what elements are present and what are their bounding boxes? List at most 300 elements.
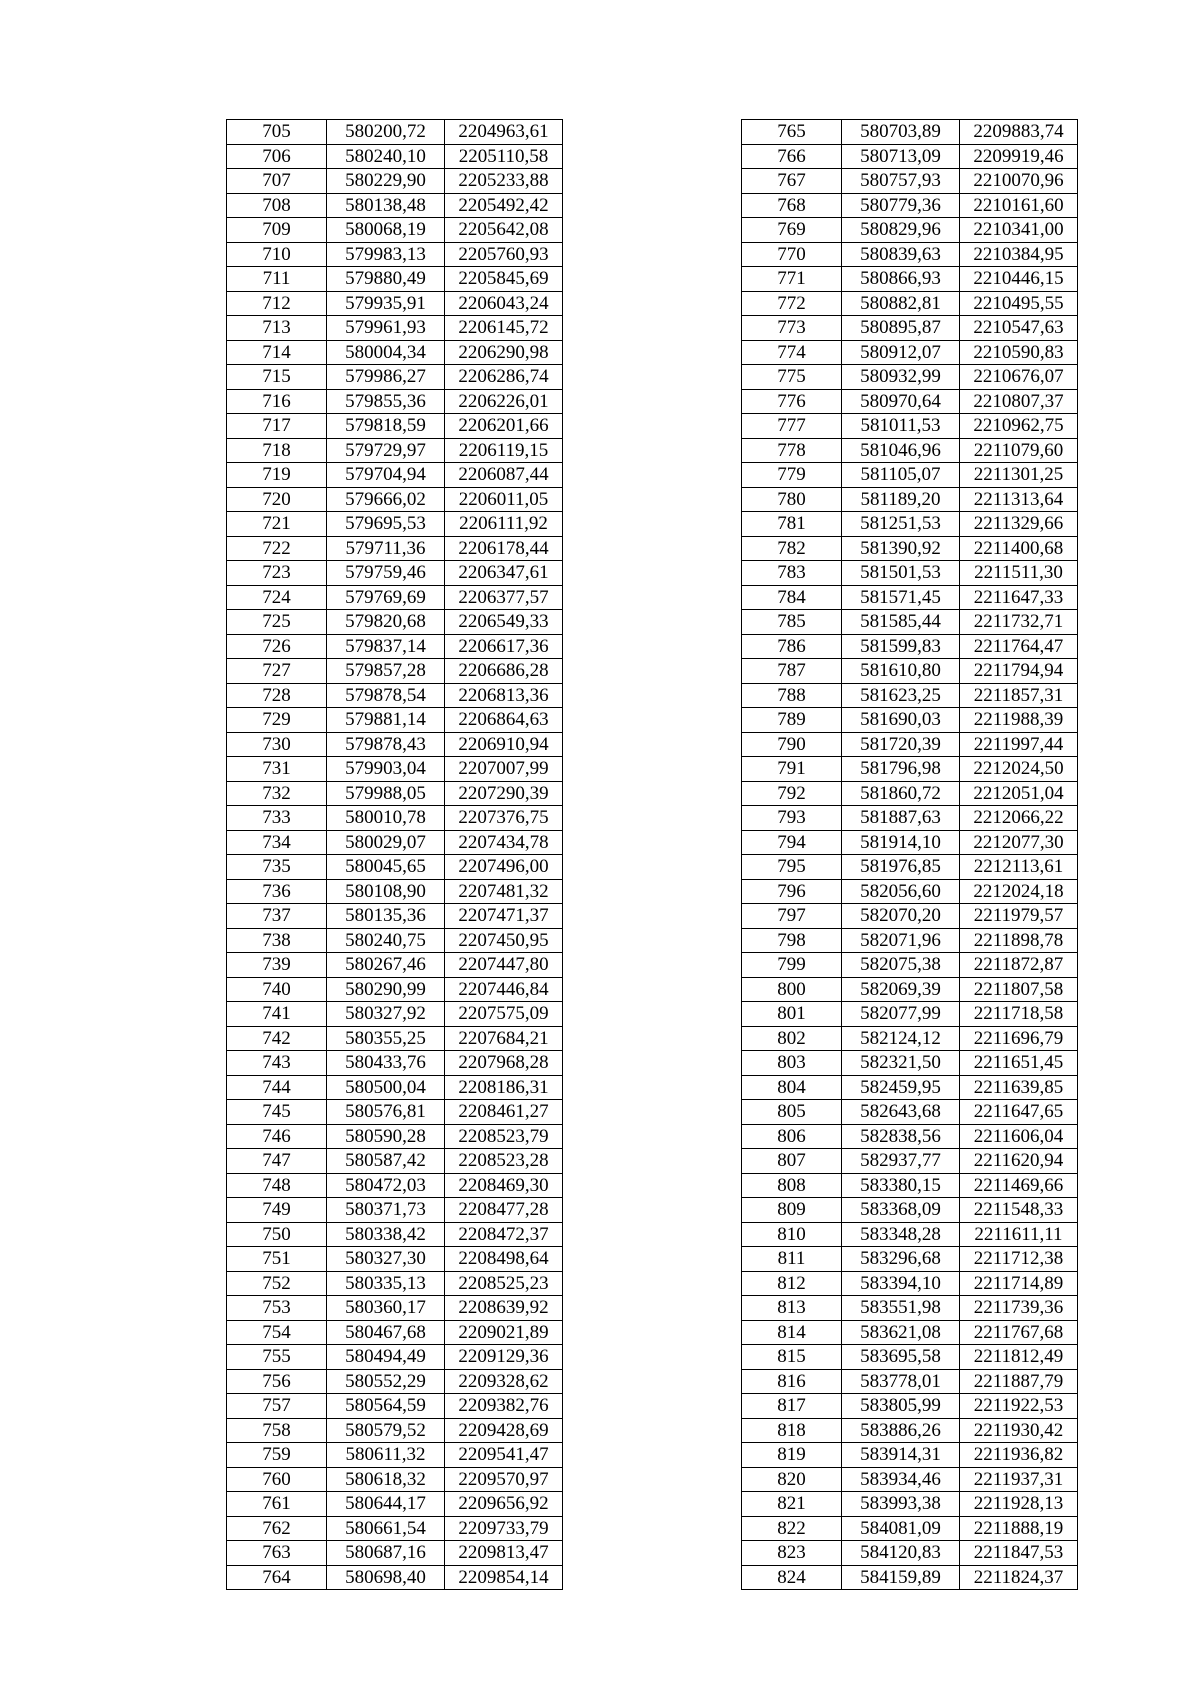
table-row [227, 1149, 563, 1174]
table-row [227, 855, 563, 880]
table-row [742, 879, 1078, 904]
x-coordinate-cell: 581976,85 [842, 855, 960, 880]
point-number-cell: 798 [742, 928, 842, 953]
table-row [742, 1002, 1078, 1027]
table-row [742, 659, 1078, 684]
table-row [227, 316, 563, 341]
x-coordinate-cell: 580587,42 [327, 1149, 445, 1174]
point-number-cell: 803 [742, 1051, 842, 1076]
table-row [742, 1124, 1078, 1149]
point-number-cell: 815 [742, 1345, 842, 1370]
y-coordinate-cell: 2211847,53 [960, 1541, 1078, 1566]
x-coordinate-cell: 580552,29 [327, 1369, 445, 1394]
x-coordinate-cell: 580335,13 [327, 1271, 445, 1296]
x-coordinate-cell: 581690,03 [842, 708, 960, 733]
point-number-cell: 788 [742, 683, 842, 708]
point-number-cell: 706 [227, 144, 327, 169]
point-number-cell: 801 [742, 1002, 842, 1027]
x-coordinate-cell: 582937,77 [842, 1149, 960, 1174]
y-coordinate-cell: 2210547,63 [960, 316, 1078, 341]
x-coordinate-cell: 581887,63 [842, 806, 960, 831]
table-row [227, 463, 563, 488]
y-coordinate-cell: 2211301,25 [960, 463, 1078, 488]
table-row [742, 120, 1078, 145]
x-coordinate-cell: 582838,56 [842, 1124, 960, 1149]
table-row [227, 1296, 563, 1321]
y-coordinate-cell: 2208186,31 [445, 1075, 563, 1100]
table-row [742, 1247, 1078, 1272]
x-coordinate-cell: 582077,99 [842, 1002, 960, 1027]
point-number-cell: 737 [227, 904, 327, 929]
point-number-cell: 797 [742, 904, 842, 929]
y-coordinate-cell: 2206011,05 [445, 487, 563, 512]
table-row [227, 1443, 563, 1468]
table-row [227, 1222, 563, 1247]
point-number-cell: 786 [742, 634, 842, 659]
table-row [227, 193, 563, 218]
table-row [742, 1467, 1078, 1492]
table-row [227, 1002, 563, 1027]
point-number-cell: 771 [742, 267, 842, 292]
x-coordinate-cell: 579759,46 [327, 561, 445, 586]
point-number-cell: 799 [742, 953, 842, 978]
point-number-cell: 735 [227, 855, 327, 880]
x-coordinate-cell: 580839,63 [842, 242, 960, 267]
y-coordinate-cell: 2211888,19 [960, 1516, 1078, 1541]
table-row [227, 1394, 563, 1419]
x-coordinate-cell: 580564,59 [327, 1394, 445, 1419]
table-row [742, 1296, 1078, 1321]
table-row [742, 732, 1078, 757]
x-coordinate-cell: 580779,36 [842, 193, 960, 218]
point-number-cell: 738 [227, 928, 327, 953]
x-coordinate-cell: 580338,42 [327, 1222, 445, 1247]
y-coordinate-cell: 2211997,44 [960, 732, 1078, 757]
x-coordinate-cell: 579878,43 [327, 732, 445, 757]
point-number-cell: 751 [227, 1247, 327, 1272]
table-row [227, 218, 563, 243]
table-row [742, 1320, 1078, 1345]
x-coordinate-cell: 582459,95 [842, 1075, 960, 1100]
y-coordinate-cell: 2207007,99 [445, 757, 563, 782]
y-coordinate-cell: 2206290,98 [445, 340, 563, 365]
point-number-cell: 741 [227, 1002, 327, 1027]
x-coordinate-cell: 583348,28 [842, 1222, 960, 1247]
table-row [742, 169, 1078, 194]
y-coordinate-cell: 2207481,32 [445, 879, 563, 904]
y-coordinate-cell: 2211936,82 [960, 1443, 1078, 1468]
point-number-cell: 764 [227, 1565, 327, 1590]
point-number-cell: 759 [227, 1443, 327, 1468]
table-row [742, 267, 1078, 292]
point-number-cell: 726 [227, 634, 327, 659]
x-coordinate-cell: 579711,36 [327, 536, 445, 561]
y-coordinate-cell: 2209541,47 [445, 1443, 563, 1468]
table-row [227, 1492, 563, 1517]
point-number-cell: 729 [227, 708, 327, 733]
y-coordinate-cell: 2207684,21 [445, 1026, 563, 1051]
table-row [227, 757, 563, 782]
x-coordinate-cell: 580108,90 [327, 879, 445, 904]
table-row [742, 1492, 1078, 1517]
x-coordinate-cell: 583993,38 [842, 1492, 960, 1517]
y-coordinate-cell: 2209919,46 [960, 144, 1078, 169]
point-number-cell: 778 [742, 438, 842, 463]
y-coordinate-cell: 2209428,69 [445, 1418, 563, 1443]
table-row [742, 1541, 1078, 1566]
y-coordinate-cell: 2208639,92 [445, 1296, 563, 1321]
y-coordinate-cell: 2211922,53 [960, 1394, 1078, 1419]
x-coordinate-cell: 583805,99 [842, 1394, 960, 1419]
y-coordinate-cell: 2205760,93 [445, 242, 563, 267]
x-coordinate-cell: 581599,83 [842, 634, 960, 659]
table-row [742, 1198, 1078, 1223]
point-number-cell: 785 [742, 610, 842, 635]
point-number-cell: 807 [742, 1149, 842, 1174]
y-coordinate-cell: 2212066,22 [960, 806, 1078, 831]
x-coordinate-cell: 583368,09 [842, 1198, 960, 1223]
point-number-cell: 820 [742, 1467, 842, 1492]
y-coordinate-cell: 2210676,07 [960, 365, 1078, 390]
table-row [742, 242, 1078, 267]
y-coordinate-cell: 2211767,68 [960, 1320, 1078, 1345]
y-coordinate-cell: 2210341,00 [960, 218, 1078, 243]
x-coordinate-cell: 582124,12 [842, 1026, 960, 1051]
point-number-cell: 749 [227, 1198, 327, 1223]
x-coordinate-cell: 580932,99 [842, 365, 960, 390]
y-coordinate-cell: 2209382,76 [445, 1394, 563, 1419]
table-row [227, 977, 563, 1002]
table-row [227, 879, 563, 904]
y-coordinate-cell: 2205110,58 [445, 144, 563, 169]
table-row [227, 1198, 563, 1223]
point-number-cell: 708 [227, 193, 327, 218]
point-number-cell: 784 [742, 585, 842, 610]
point-number-cell: 790 [742, 732, 842, 757]
x-coordinate-cell: 579903,04 [327, 757, 445, 782]
point-number-cell: 746 [227, 1124, 327, 1149]
table-row [742, 144, 1078, 169]
x-coordinate-cell: 580590,28 [327, 1124, 445, 1149]
point-number-cell: 727 [227, 659, 327, 684]
y-coordinate-cell: 2206813,36 [445, 683, 563, 708]
table-row [742, 487, 1078, 512]
point-number-cell: 793 [742, 806, 842, 831]
y-coordinate-cell: 2206043,24 [445, 291, 563, 316]
x-coordinate-cell: 580229,90 [327, 169, 445, 194]
y-coordinate-cell: 2211764,47 [960, 634, 1078, 659]
y-coordinate-cell: 2207496,00 [445, 855, 563, 880]
point-number-cell: 802 [742, 1026, 842, 1051]
y-coordinate-cell: 2209854,14 [445, 1565, 563, 1590]
y-coordinate-cell: 2207471,37 [445, 904, 563, 929]
x-coordinate-cell: 580829,96 [842, 218, 960, 243]
x-coordinate-cell: 581105,07 [842, 463, 960, 488]
table-row [742, 610, 1078, 635]
x-coordinate-cell: 580757,93 [842, 169, 960, 194]
point-number-cell: 758 [227, 1418, 327, 1443]
table-row [742, 806, 1078, 831]
table-row [227, 487, 563, 512]
x-coordinate-cell: 580240,75 [327, 928, 445, 953]
table-row [227, 120, 563, 145]
x-coordinate-cell: 579880,49 [327, 267, 445, 292]
x-coordinate-cell: 580661,54 [327, 1516, 445, 1541]
table-row [227, 512, 563, 537]
table-row [742, 928, 1078, 953]
point-number-cell: 772 [742, 291, 842, 316]
x-coordinate-cell: 581251,53 [842, 512, 960, 537]
y-coordinate-cell: 2211647,33 [960, 585, 1078, 610]
table-row [742, 561, 1078, 586]
y-coordinate-cell: 2205233,88 [445, 169, 563, 194]
y-coordinate-cell: 2209328,62 [445, 1369, 563, 1394]
point-number-cell: 718 [227, 438, 327, 463]
y-coordinate-cell: 2205492,42 [445, 193, 563, 218]
table-row [742, 1345, 1078, 1370]
point-number-cell: 806 [742, 1124, 842, 1149]
y-coordinate-cell: 2211718,58 [960, 1002, 1078, 1027]
x-coordinate-cell: 580494,49 [327, 1345, 445, 1370]
table-row [742, 1051, 1078, 1076]
point-number-cell: 800 [742, 977, 842, 1002]
y-coordinate-cell: 2206347,61 [445, 561, 563, 586]
x-coordinate-cell: 582056,60 [842, 879, 960, 904]
point-number-cell: 792 [742, 781, 842, 806]
x-coordinate-cell: 580240,10 [327, 144, 445, 169]
table-row [227, 1075, 563, 1100]
x-coordinate-cell: 580327,92 [327, 1002, 445, 1027]
x-coordinate-cell: 579695,53 [327, 512, 445, 537]
y-coordinate-cell: 2208472,37 [445, 1222, 563, 1247]
x-coordinate-cell: 583394,10 [842, 1271, 960, 1296]
x-coordinate-cell: 579988,05 [327, 781, 445, 806]
x-coordinate-cell: 579961,93 [327, 316, 445, 341]
point-number-cell: 783 [742, 561, 842, 586]
table-row [227, 1026, 563, 1051]
point-number-cell: 762 [227, 1516, 327, 1541]
x-coordinate-cell: 580355,25 [327, 1026, 445, 1051]
y-coordinate-cell: 2212077,30 [960, 830, 1078, 855]
table-row [227, 806, 563, 831]
x-coordinate-cell: 579878,54 [327, 683, 445, 708]
point-number-cell: 742 [227, 1026, 327, 1051]
y-coordinate-cell: 2206201,66 [445, 414, 563, 439]
point-number-cell: 711 [227, 267, 327, 292]
point-number-cell: 753 [227, 1296, 327, 1321]
x-coordinate-cell: 580687,16 [327, 1541, 445, 1566]
y-coordinate-cell: 2210384,95 [960, 242, 1078, 267]
point-number-cell: 748 [227, 1173, 327, 1198]
table-row [227, 438, 563, 463]
point-number-cell: 814 [742, 1320, 842, 1345]
point-number-cell: 733 [227, 806, 327, 831]
table-row [227, 732, 563, 757]
x-coordinate-cell: 584120,83 [842, 1541, 960, 1566]
x-coordinate-cell: 579986,27 [327, 365, 445, 390]
y-coordinate-cell: 2206226,01 [445, 389, 563, 414]
table-row [742, 1026, 1078, 1051]
x-coordinate-cell: 579983,13 [327, 242, 445, 267]
y-coordinate-cell: 2211794,94 [960, 659, 1078, 684]
y-coordinate-cell: 2211548,33 [960, 1198, 1078, 1223]
y-coordinate-cell: 2211400,68 [960, 536, 1078, 561]
x-coordinate-cell: 583914,31 [842, 1443, 960, 1468]
table-row [227, 1320, 563, 1345]
point-number-cell: 766 [742, 144, 842, 169]
table-row [742, 855, 1078, 880]
table-row [742, 389, 1078, 414]
x-coordinate-cell: 579818,59 [327, 414, 445, 439]
point-number-cell: 714 [227, 340, 327, 365]
point-number-cell: 732 [227, 781, 327, 806]
point-number-cell: 796 [742, 879, 842, 904]
y-coordinate-cell: 2210495,55 [960, 291, 1078, 316]
point-number-cell: 713 [227, 316, 327, 341]
point-number-cell: 725 [227, 610, 327, 635]
x-coordinate-cell: 583551,98 [842, 1296, 960, 1321]
x-coordinate-cell: 582643,68 [842, 1100, 960, 1125]
y-coordinate-cell: 2211732,71 [960, 610, 1078, 635]
x-coordinate-cell: 581610,80 [842, 659, 960, 684]
point-number-cell: 739 [227, 953, 327, 978]
table-row [742, 316, 1078, 341]
point-number-cell: 811 [742, 1247, 842, 1272]
point-number-cell: 812 [742, 1271, 842, 1296]
table-row [227, 144, 563, 169]
table-row [742, 1516, 1078, 1541]
x-coordinate-cell: 580010,78 [327, 806, 445, 831]
y-coordinate-cell: 2207376,75 [445, 806, 563, 831]
y-coordinate-cell: 2210070,96 [960, 169, 1078, 194]
point-number-cell: 780 [742, 487, 842, 512]
table-row [227, 536, 563, 561]
x-coordinate-cell: 580138,48 [327, 193, 445, 218]
point-number-cell: 717 [227, 414, 327, 439]
table-row [227, 708, 563, 733]
table-row [742, 1100, 1078, 1125]
table-row [742, 414, 1078, 439]
table-row [227, 928, 563, 953]
point-number-cell: 707 [227, 169, 327, 194]
y-coordinate-cell: 2211712,38 [960, 1247, 1078, 1272]
x-coordinate-cell: 583695,58 [842, 1345, 960, 1370]
x-coordinate-cell: 579935,91 [327, 291, 445, 316]
point-number-cell: 755 [227, 1345, 327, 1370]
point-number-cell: 724 [227, 585, 327, 610]
table-row [742, 438, 1078, 463]
y-coordinate-cell: 2211329,66 [960, 512, 1078, 537]
table-row [742, 536, 1078, 561]
x-coordinate-cell: 582070,20 [842, 904, 960, 929]
table-row [742, 634, 1078, 659]
y-coordinate-cell: 2204963,61 [445, 120, 563, 145]
x-coordinate-cell: 580360,17 [327, 1296, 445, 1321]
table-row [742, 1369, 1078, 1394]
y-coordinate-cell: 2209656,92 [445, 1492, 563, 1517]
y-coordinate-cell: 2208523,79 [445, 1124, 563, 1149]
x-coordinate-cell: 582071,96 [842, 928, 960, 953]
y-coordinate-cell: 2206549,33 [445, 610, 563, 635]
point-number-cell: 769 [742, 218, 842, 243]
y-coordinate-cell: 2211611,11 [960, 1222, 1078, 1247]
table-row [227, 830, 563, 855]
point-number-cell: 760 [227, 1467, 327, 1492]
x-coordinate-cell: 581585,44 [842, 610, 960, 635]
x-coordinate-cell: 580135,36 [327, 904, 445, 929]
point-number-cell: 722 [227, 536, 327, 561]
point-number-cell: 795 [742, 855, 842, 880]
y-coordinate-cell: 2209733,79 [445, 1516, 563, 1541]
x-coordinate-cell: 581390,92 [842, 536, 960, 561]
y-coordinate-cell: 2211824,37 [960, 1565, 1078, 1590]
y-coordinate-cell: 2210962,75 [960, 414, 1078, 439]
point-number-cell: 757 [227, 1394, 327, 1419]
y-coordinate-cell: 2206686,28 [445, 659, 563, 684]
x-coordinate-cell: 580970,64 [842, 389, 960, 414]
table-row [227, 610, 563, 635]
table-row [742, 1222, 1078, 1247]
y-coordinate-cell: 2208523,28 [445, 1149, 563, 1174]
y-coordinate-cell: 2207968,28 [445, 1051, 563, 1076]
x-coordinate-cell: 580290,99 [327, 977, 445, 1002]
point-number-cell: 776 [742, 389, 842, 414]
x-coordinate-cell: 580611,32 [327, 1443, 445, 1468]
point-number-cell: 794 [742, 830, 842, 855]
point-number-cell: 821 [742, 1492, 842, 1517]
y-coordinate-cell: 2206286,74 [445, 365, 563, 390]
table-row [227, 1247, 563, 1272]
table-row [742, 757, 1078, 782]
y-coordinate-cell: 2211511,30 [960, 561, 1078, 586]
y-coordinate-cell: 2210446,15 [960, 267, 1078, 292]
table-row [742, 683, 1078, 708]
point-number-cell: 768 [742, 193, 842, 218]
x-coordinate-cell: 579837,14 [327, 634, 445, 659]
point-number-cell: 787 [742, 659, 842, 684]
y-coordinate-cell: 2211857,31 [960, 683, 1078, 708]
y-coordinate-cell: 2206617,36 [445, 634, 563, 659]
table-row [742, 340, 1078, 365]
x-coordinate-cell: 579881,14 [327, 708, 445, 733]
x-coordinate-cell: 579857,28 [327, 659, 445, 684]
table-row [227, 1345, 563, 1370]
point-number-cell: 744 [227, 1075, 327, 1100]
y-coordinate-cell: 2206145,72 [445, 316, 563, 341]
x-coordinate-cell: 579729,97 [327, 438, 445, 463]
table-row [742, 977, 1078, 1002]
point-number-cell: 752 [227, 1271, 327, 1296]
table-row [742, 1565, 1078, 1590]
x-coordinate-cell: 581571,45 [842, 585, 960, 610]
table-row [742, 463, 1078, 488]
x-coordinate-cell: 580004,34 [327, 340, 445, 365]
x-coordinate-cell: 580698,40 [327, 1565, 445, 1590]
x-coordinate-cell: 581860,72 [842, 781, 960, 806]
point-number-cell: 791 [742, 757, 842, 782]
x-coordinate-cell: 583778,01 [842, 1369, 960, 1394]
point-number-cell: 819 [742, 1443, 842, 1468]
x-coordinate-cell: 579820,68 [327, 610, 445, 635]
y-coordinate-cell: 2209883,74 [960, 120, 1078, 145]
table-row [742, 1173, 1078, 1198]
y-coordinate-cell: 2206111,92 [445, 512, 563, 537]
table-row [742, 1075, 1078, 1100]
point-number-cell: 763 [227, 1541, 327, 1566]
x-coordinate-cell: 580576,81 [327, 1100, 445, 1125]
y-coordinate-cell: 2211988,39 [960, 708, 1078, 733]
x-coordinate-cell: 581501,53 [842, 561, 960, 586]
